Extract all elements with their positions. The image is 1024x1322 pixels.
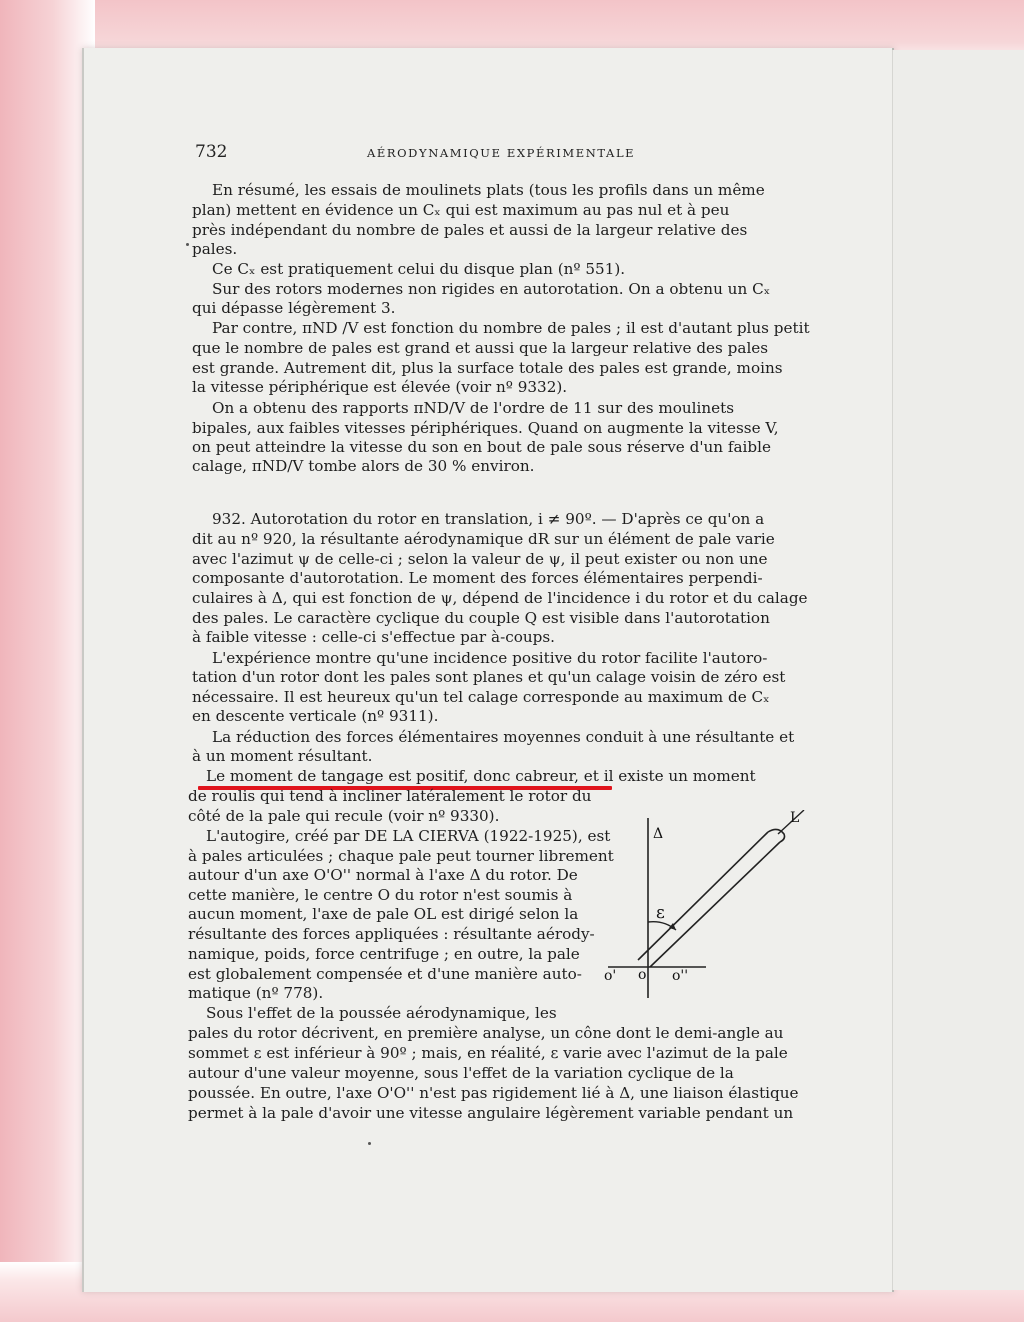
text-line: autour d'une valeur moyenne, sous l'effet de la variation cyclique de la	[188, 1064, 734, 1082]
text-line: En résumé, les essais de moulinets plats (tous les profils dans un même	[212, 181, 765, 199]
text-line: Par contre, πND /V est fonction du nombre de pales ; il est d'autant plus petit	[212, 319, 810, 337]
text-line: Ce Cₓ est pratiquement celui du disque plan (nº 551).	[212, 260, 626, 278]
text-line: qui dépasse légèrement 3.	[192, 299, 396, 317]
text-line: namique, poids, force centrifuge ; en outre, la pale	[188, 945, 580, 963]
text-line: pales.	[192, 240, 238, 258]
scan-speck	[368, 1142, 371, 1145]
text-line: L'autogire, créé par DE LA CIERVA (1922-1925), est	[206, 827, 611, 845]
text-line: Sous l'effet de la poussée aérodynamique, les	[206, 1004, 557, 1022]
scan-speck	[186, 243, 189, 246]
text-line: est globalement compensée et d'une manière auto-	[188, 965, 582, 983]
text-line: permet à la pale d'avoir une vitesse angulaire légèrement variable pendant un	[188, 1104, 794, 1122]
text-line: on peut atteindre la vitesse du son en bout de pale sous réserve d'un faible	[192, 438, 771, 456]
text-line: que le nombre de pales est grand et aussi que la largeur relative des pales	[192, 339, 769, 357]
text-line: L'expérience montre qu'une incidence positive du rotor facilite l'autoro-	[212, 649, 768, 667]
facing-page-edge	[892, 50, 1024, 1290]
label-o-double-prime: o''	[672, 968, 689, 984]
text-line: calage, πND/V tombe alors de 30 % environ.	[192, 457, 535, 475]
blade-edge-line	[638, 832, 768, 960]
text-line: à un moment résultant.	[192, 747, 373, 765]
text-line: aucun moment, l'axe de pale OL est dirigé selon la	[188, 905, 579, 923]
highlighted-line: Le moment de tangage est positif, donc cabreur, et il existe un moment	[206, 767, 756, 785]
blade-cone-diagram	[598, 810, 838, 1000]
text-line: la vitesse périphérique est élevée (voir nº 9332).	[192, 378, 568, 396]
text-line: autour d'un axe O'O'' normal à l'axe Δ du rotor. De	[188, 866, 578, 884]
text-line: à faible vitesse : celle-ci s'effectue par à-coups.	[192, 628, 555, 646]
text-line: avec l'azimut ψ de celle-ci ; selon la valeur de ψ, il peut exister ou non une	[192, 550, 768, 568]
label-epsilon: ε	[656, 903, 665, 923]
text-line: à pales articulées ; chaque pale peut tourner librement	[188, 847, 614, 865]
text-line: près indépendant du nombre de pales et aussi de la largeur relative des	[192, 221, 748, 239]
text-line: On a obtenu des rapports πND/V de l'ordre de 11 sur des moulinets	[212, 399, 735, 417]
text-line: tation d'un rotor dont les pales sont planes et qu'un calage voisin de zéro est	[192, 668, 786, 686]
label-l: L	[790, 810, 800, 826]
label-delta: Δ	[653, 826, 664, 842]
text-line: dit au nº 920, la résultante aérodynamique dR sur un élément de pale varie	[192, 530, 775, 548]
text-line: culaires à Δ, qui est fonction de ψ, dépend de l'incidence i du rotor et du calage	[192, 589, 808, 607]
label-o: o	[638, 967, 647, 983]
text-line: résultante des forces appliquées : résultante aérody-	[188, 925, 595, 943]
blade-edge-line	[650, 842, 780, 967]
text-line: composante d'autorotation. Le moment des forces élémentaires perpendi-	[192, 569, 763, 587]
section-heading-line: 932. Autorotation du rotor en translation, i ≠ 90º. — D'après ce qu'on a	[212, 510, 765, 528]
page-number: 732	[195, 142, 228, 162]
diagram-svg	[598, 810, 838, 1000]
blade-tip-curve	[768, 829, 785, 842]
running-title: AÉRODYNAMIQUE EXPÉRIMENTALE	[367, 146, 636, 160]
text-line: pales du rotor décrivent, en première analyse, un cône dont le demi-angle au	[188, 1024, 784, 1042]
text-line: matique (nº 778).	[188, 984, 324, 1002]
background-stain-left	[0, 0, 95, 1322]
text-line: La réduction des forces élémentaires moyennes conduit à une résultante et	[212, 728, 795, 746]
text-line: cette manière, le centre O du rotor n'est soumis à	[188, 886, 573, 904]
text-line: nécessaire. Il est heureux qu'un tel calage corresponde au maximum de Cₓ	[192, 688, 770, 706]
text-line: poussée. En outre, l'axe O'O'' n'est pas rigidement lié à Δ, une liaison élastique	[188, 1084, 799, 1102]
text-line: de roulis qui tend à incliner latéralement le rotor du	[188, 787, 592, 805]
page-header	[195, 142, 807, 166]
text-line: des pales. Le caractère cyclique du couple Q est visible dans l'autorotation	[192, 609, 770, 627]
text-line: est grande. Autrement dit, plus la surface totale des pales est grande, moins	[192, 359, 783, 377]
text-line: en descente verticale (nº 9311).	[192, 707, 439, 725]
text-line: Sur des rotors modernes non rigides en autorotation. On a obtenu un Cₓ	[212, 280, 771, 298]
text-line: côté de la pale qui recule (voir nº 9330).	[188, 807, 500, 825]
text-line: plan) mettent en évidence un Cₓ qui est maximum au pas nul et à peu	[192, 201, 730, 219]
text-line: sommet ε est inférieur à 90º ; mais, en réalité, ε varie avec l'azimut de la pale	[188, 1044, 788, 1062]
label-o-prime: o'	[604, 968, 617, 984]
text-line: bipales, aux faibles vitesses périphériques. Quand on augmente la vitesse V,	[192, 419, 779, 437]
